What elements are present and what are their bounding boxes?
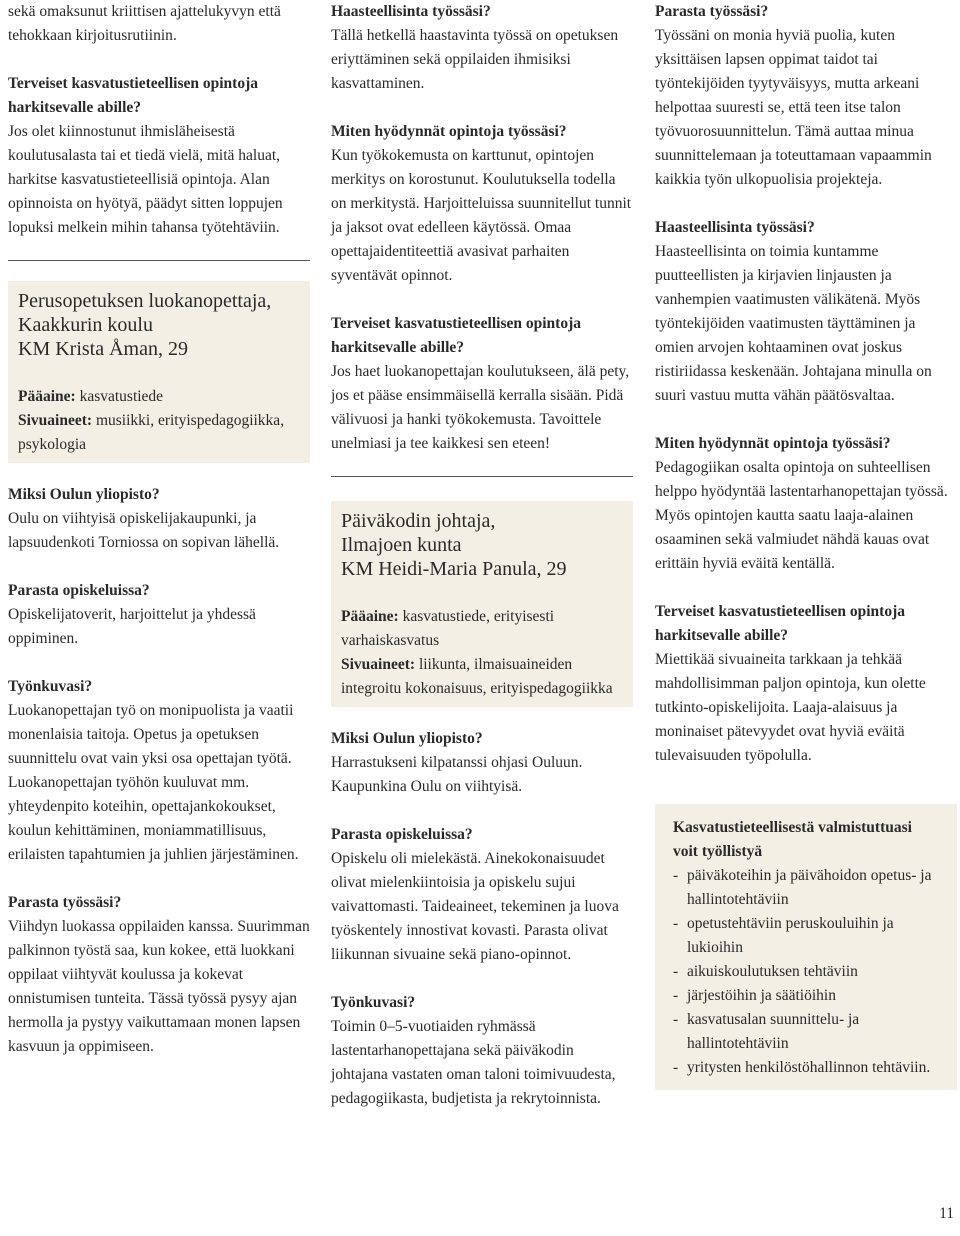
divider bbox=[8, 260, 310, 261]
why-text: Oulu on viihtyisä opiskelijakaupunki, ja lapsuudenkoti Torniossa on sopivan lähellä. bbox=[8, 510, 280, 551]
list-item: - aikuiskoulutuksen tehtäviin bbox=[673, 960, 939, 984]
greet-text: Jos olet kiinnostunut ihmisläheisestä koulutusalasta tai et tiedä vielä, mitä haluat, harkitse kasvatustieteellisiä opintoja. Alan opinnoista on hyötyä, päädyt sitten loppujen lopuksi melkein mihin tahansa työtehtäviin. bbox=[8, 123, 283, 236]
best-work-heading: Parasta työssäsi? bbox=[655, 3, 769, 20]
best-work-text: Työssäni on monia hyviä puolia, kuten yksittäisen lapsen oppimat taidot tai työntekijöiden tyytyväisyys, mutta arkeani helpottaa suuresti se, että teen itse talon työvuorosuunnittelun. Tämä auttaa minua suunnittelemaan ja toteuttamaan vapaammin kaikkia työn ulkopuolisia projekteja. bbox=[655, 27, 932, 188]
intro-text: sekä omaksunut kriittisen ajattelukyvyn että tehokkaan kirjoitusrutiinin. bbox=[8, 3, 281, 44]
profile-title: Päiväkodin johtaja, Ilmajoen kunta KM Heidi-Maria Panula, 29 bbox=[341, 510, 567, 580]
greet-heading: Terveiset kasvatustieteellisen opintoja harkitsevalle abille? bbox=[655, 603, 905, 644]
use-text: Pedagogiikan osalta opintoja on suhteellisen helppo hyödyntää lastentarhanopettajan työssä. Myös opintojen kautta saatu laaja-alainen osaaminen sekä valmiudet nähdä kauas ovat erittäin hyviä eväitä kentällä. bbox=[655, 459, 948, 572]
why-text: Harrastukseni kilpatanssi ohjasi Ouluun. Kaupunkina Oulu on viihtyisä. bbox=[331, 754, 583, 795]
challenge-heading: Haasteellisinta työssäsi? bbox=[331, 3, 491, 20]
minor-line: Sivuaineet: liikunta, ilmaisuaineiden integroitu kokonaisuus, erityispedagogiikka bbox=[341, 656, 613, 697]
page-number: 11 bbox=[939, 1205, 954, 1222]
why-heading: Miksi Oulun yliopisto? bbox=[8, 486, 160, 503]
best-work-text: Viihdyn luokassa oppilaiden kanssa. Suurimman palkinnon työstä saa, kun kokee, että luokkani oppilaat viihtyvät koulussa ja kokevat onnistumisen tunteita. Tässä työssä pysyy ajan hermolla ja pystyy vaikuttamaan monen lapsen kasvuun ja oppimiseen. bbox=[8, 918, 310, 1055]
major-line: Pääaine: kasvatustiede, erityisesti varhaiskasvatus bbox=[341, 608, 555, 649]
major-line: Pääaine: kasvatustiede bbox=[18, 388, 164, 405]
employment-list bbox=[673, 864, 939, 1080]
job-text: Toimin 0–5-vuotiaiden ryhmässä lastentarhanopettajana sekä päiväkodin johtajana vastaten oman taloni toimivuudesta, pedagogiikasta, budjetista ja rekrytoinnista. bbox=[331, 1018, 616, 1107]
greet-heading: Terveiset kasvatustieteellisen opintoja harkitsevalle abille? bbox=[331, 315, 581, 356]
challenge-heading: Haasteellisinta työssäsi? bbox=[655, 219, 815, 236]
greet-heading: Terveiset kasvatustieteellisen opintoja harkitsevalle abille? bbox=[8, 75, 258, 116]
minor-line: Sivuaineet: musiikki, erityispedagogiikka, psykologia bbox=[18, 412, 285, 453]
list-item: - järjestöihin ja säätiöihin bbox=[673, 984, 939, 1008]
use-heading: Miten hyödynnät opintoja työssäsi? bbox=[655, 435, 891, 452]
challenge-text: Haasteellisinta on toimia kuntamme puutteellisten ja kirjavien linjausten ja vanhempien vaatimusten välikätenä. Myös työntekijöiden vaatimusten täyttäminen ja omien arvojen kohtaaminen ovat joskus ristiriidassa keskenään. Johtajana minulla on suuri vastuu mutta vähän päätösvaltaa. bbox=[655, 243, 932, 404]
best-work-heading: Parasta työssäsi? bbox=[8, 894, 122, 911]
profile-box bbox=[331, 501, 633, 707]
best-study-text: Opiskelu oli mielekästä. Ainekokonaisuudet olivat mielenkiintoisia ja opiskelu sujui vaivattomasti. Taideaineet, tekeminen ja luova työskentely innostivat kovasti. Parasta olivat liikunnan sivuaine sekä piano-opinnot. bbox=[331, 850, 619, 963]
greet-text: Jos haet luokanopettajan koulutukseen, älä pety, jos et pääse ensimmäisellä kerralla sisään. Pidä välivuosi ja hanki työkokemusta. Tavoittele unelmiasi ja tee kaikkesi sen eteen! bbox=[331, 363, 630, 452]
use-heading: Miten hyödynnät opintoja työssäsi? bbox=[331, 123, 567, 140]
job-text: Luokanopettajan työ on monipuolista ja vaatii monenlaisia taitoja. Opetus ja opetuksen suunnittelu ovat vain yksi osa opettajan työtä. Luokanopettajan työhön kuuluvat mm. yhteydenpito koteihin, opettajankokoukset, koulun kehittäminen, moniammatillisuus, erilaisten tapahtumien ja juhlien järjestäminen. bbox=[8, 702, 299, 863]
best-study-text: Opiskelijatoverit, harjoittelut ja yhdessä oppiminen. bbox=[8, 606, 256, 647]
profile-box bbox=[8, 281, 310, 463]
best-study-heading: Parasta opiskeluissa? bbox=[8, 582, 150, 599]
employment-title: Kasvatustieteellisestä valmistuttuasi voit työllistyä bbox=[673, 819, 912, 860]
list-item: - päiväkoteihin ja päivähoidon opetus- ja hallintotehtäviin bbox=[673, 864, 939, 912]
column-3 bbox=[655, 0, 957, 1090]
greet-text: Miettikää sivuaineita tarkkaan ja tehkää mahdollisimman paljon opintoja, kun olette tutkinto-opiskelijoita. Laaja-alaisuus ja moninaiset pätevyydet ovat hyviä eväitä tulevaisuuden työpolulla. bbox=[655, 651, 926, 764]
profile-title: Perusopetuksen luokanopettaja, Kaakkurin koulu KM Krista Åman, 29 bbox=[18, 290, 272, 360]
challenge-text: Tällä hetkellä haastavinta työssä on opetuksen eriyttäminen sekä oppilaiden ihmisiksi kasvattaminen. bbox=[331, 27, 619, 92]
list-item: - kasvatusalan suunnittelu- ja hallintotehtäviin bbox=[673, 1008, 939, 1056]
divider bbox=[331, 476, 633, 477]
best-study-heading: Parasta opiskeluissa? bbox=[331, 826, 473, 843]
list-item: - yritysten henkilöstöhallinnon tehtäviin. bbox=[673, 1056, 939, 1080]
list-item: - opetustehtäviin peruskouluihin ja lukioihin bbox=[673, 912, 939, 960]
why-heading: Miksi Oulun yliopisto? bbox=[331, 730, 483, 747]
job-heading: Työnkuvasi? bbox=[8, 678, 93, 695]
column-2 bbox=[331, 0, 633, 1111]
column-1 bbox=[8, 0, 310, 1059]
job-heading: Työnkuvasi? bbox=[331, 994, 416, 1011]
use-text: Kun työkokemusta on karttunut, opintojen merkitys on korostunut. Koulutuksella todella on merkitystä. Harjoitteluissa suunnitellut tunnit ja jaksot ovat edelleen käytössä. Omaa opettajaidentiteettiä avasivat parhaiten syventävät opinnot. bbox=[331, 147, 632, 284]
employment-box bbox=[655, 804, 957, 1090]
